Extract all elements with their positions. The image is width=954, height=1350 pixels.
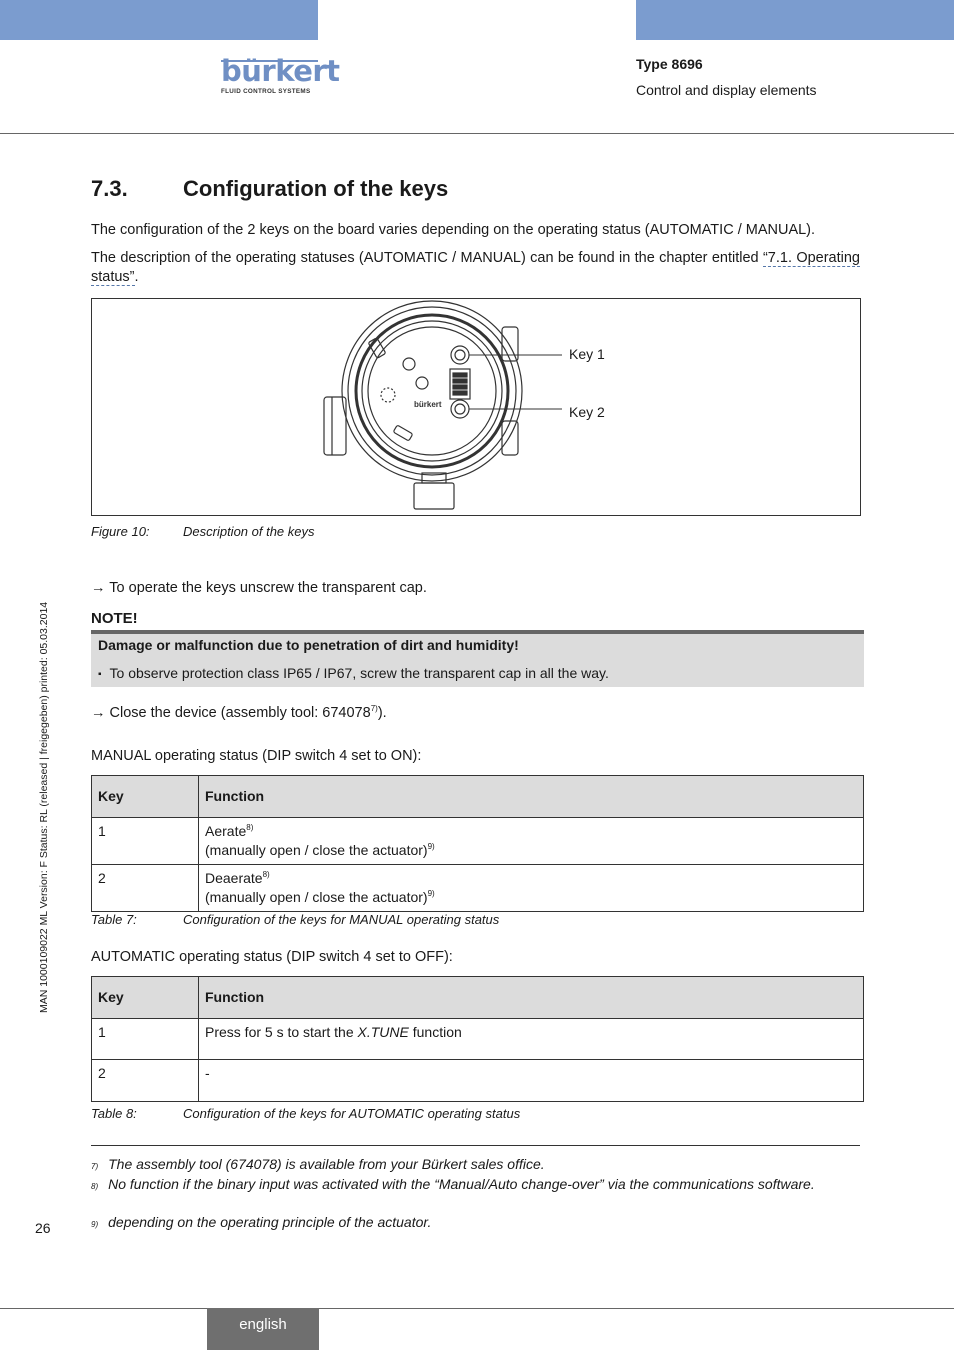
intro-end: . bbox=[134, 269, 139, 285]
key2-label: Key 2 bbox=[569, 404, 605, 420]
note-item-text: To observe protection class IP65 / IP67, screw the transparent cap in all the way. bbox=[109, 665, 609, 681]
table8-caption-number: Table 8: bbox=[91, 1106, 137, 1121]
step-text-end: ). bbox=[377, 705, 387, 721]
footnote-text: The assembly tool (674078) is available from your Bürkert sales office. bbox=[108, 1156, 545, 1172]
section-title: Configuration of the keys bbox=[183, 176, 449, 201]
table7-caption-number: Table 7: bbox=[91, 912, 137, 927]
note-title: Damage or malfunction due to penetration of dirt and humidity! bbox=[98, 637, 519, 653]
table-cell-key: 2 bbox=[92, 865, 199, 912]
header-rule bbox=[0, 133, 954, 134]
arrow-icon: → bbox=[91, 580, 106, 596]
table-header-key: Key bbox=[92, 977, 199, 1019]
table-row bbox=[92, 865, 864, 912]
note-item bbox=[98, 665, 609, 681]
figure-caption-number: Figure 10: bbox=[91, 524, 150, 539]
footer-rule bbox=[0, 1308, 954, 1309]
manual-keys-table bbox=[91, 775, 864, 912]
document-status-sidebar: MAN 1000109022 ML Version: F Status: RL (released | freigegeben) printed: 05.03.2014 bbox=[38, 601, 50, 1013]
footnote-9 bbox=[91, 1213, 860, 1234]
footnote-mark: 9) bbox=[91, 1220, 99, 1229]
table-cell-key: 1 bbox=[92, 1019, 199, 1060]
key1-label: Key 1 bbox=[569, 346, 605, 362]
footnote-ref: 8) bbox=[246, 823, 254, 832]
footnote-mark: 8) bbox=[91, 1182, 99, 1191]
header-bar-right bbox=[636, 0, 954, 40]
footnote-mark: 7) bbox=[91, 1162, 99, 1171]
table-row bbox=[92, 818, 864, 865]
table-header-function: Function bbox=[199, 977, 864, 1019]
table8-caption-text: Configuration of the keys for AUTOMATIC operating status bbox=[183, 1106, 521, 1121]
function-text: Press for 5 s to start the bbox=[205, 1024, 358, 1040]
function-text-end: function bbox=[408, 1024, 462, 1040]
brand-logo: bürkert bbox=[221, 54, 340, 88]
note-label: NOTE! bbox=[91, 610, 138, 627]
section-number: 7.3. bbox=[91, 176, 128, 201]
automatic-keys-table bbox=[91, 976, 864, 1102]
footnote-ref: 8) bbox=[262, 870, 270, 879]
intro-paragraph-1: The configuration of the 2 keys on the board varies depending on the operating status (AUTOMATIC / MANUAL). bbox=[91, 222, 816, 238]
brand-tagline: FLUID CONTROL SYSTEMS bbox=[221, 88, 311, 95]
table-header-function: Function bbox=[199, 776, 864, 818]
footnote-rule bbox=[91, 1145, 860, 1146]
device-drawing bbox=[92, 299, 862, 517]
page-number: 26 bbox=[35, 1220, 51, 1236]
step-text: Close the device (assembly tool: 674078 bbox=[109, 705, 371, 721]
step-unscrew-cap bbox=[91, 579, 860, 598]
table-cell-key: 2 bbox=[92, 1060, 199, 1102]
table-cell-function bbox=[199, 818, 864, 865]
function-sub: (manually open / close the actuator) bbox=[205, 889, 428, 905]
footnote-7 bbox=[91, 1155, 860, 1176]
table-cell-function bbox=[199, 865, 864, 912]
footnote-ref: 7) bbox=[370, 704, 378, 713]
footnote-text: No function if the binary input was activated with the “Manual/Auto change-over” via the communications software. bbox=[108, 1176, 815, 1192]
arrow-icon: → bbox=[91, 705, 106, 721]
table-header-key: Key bbox=[92, 776, 199, 818]
header-type: Type 8696 bbox=[636, 56, 703, 72]
figure-caption-text: Description of the keys bbox=[183, 524, 315, 539]
function-sub: (manually open / close the actuator) bbox=[205, 842, 428, 858]
function-main: Deaerate bbox=[205, 870, 263, 886]
footnote-ref: 9) bbox=[427, 889, 435, 898]
step-text: To operate the keys unscrew the transparent cap. bbox=[109, 580, 427, 596]
table-cell-key: 1 bbox=[92, 818, 199, 865]
device-logo: bürkert bbox=[414, 400, 442, 409]
table-row bbox=[92, 1060, 864, 1102]
manual-intro: MANUAL operating status (DIP switch 4 set to ON): bbox=[91, 748, 422, 764]
step-close-device bbox=[91, 704, 860, 723]
figure-frame bbox=[91, 298, 861, 516]
intro-paragraph-2 bbox=[91, 249, 860, 287]
table-row bbox=[92, 1019, 864, 1060]
bullet-icon: ▪ bbox=[98, 669, 102, 680]
footnote-ref: 9) bbox=[427, 842, 435, 851]
table-cell-function bbox=[199, 1019, 864, 1060]
language-tab: english bbox=[207, 1308, 319, 1350]
table-cell-function: - bbox=[199, 1060, 864, 1102]
header-section: Control and display elements bbox=[636, 82, 817, 98]
intro-text: The description of the operating statuses (AUTOMATIC / MANUAL) can be found in the chapter entitled bbox=[91, 250, 763, 266]
function-name: X.TUNE bbox=[357, 1024, 409, 1040]
function-main: Aerate bbox=[205, 823, 247, 839]
table7-caption-text: Configuration of the keys for MANUAL operating status bbox=[183, 912, 500, 927]
footnote-text: depending on the operating principle of the actuator. bbox=[108, 1214, 432, 1230]
footnote-8 bbox=[91, 1175, 860, 1196]
chapter-link[interactable]: “7.1. Operating status” bbox=[91, 250, 860, 285]
header-bar-left bbox=[0, 0, 318, 40]
automatic-intro: AUTOMATIC operating status (DIP switch 4 set to OFF): bbox=[91, 949, 453, 965]
